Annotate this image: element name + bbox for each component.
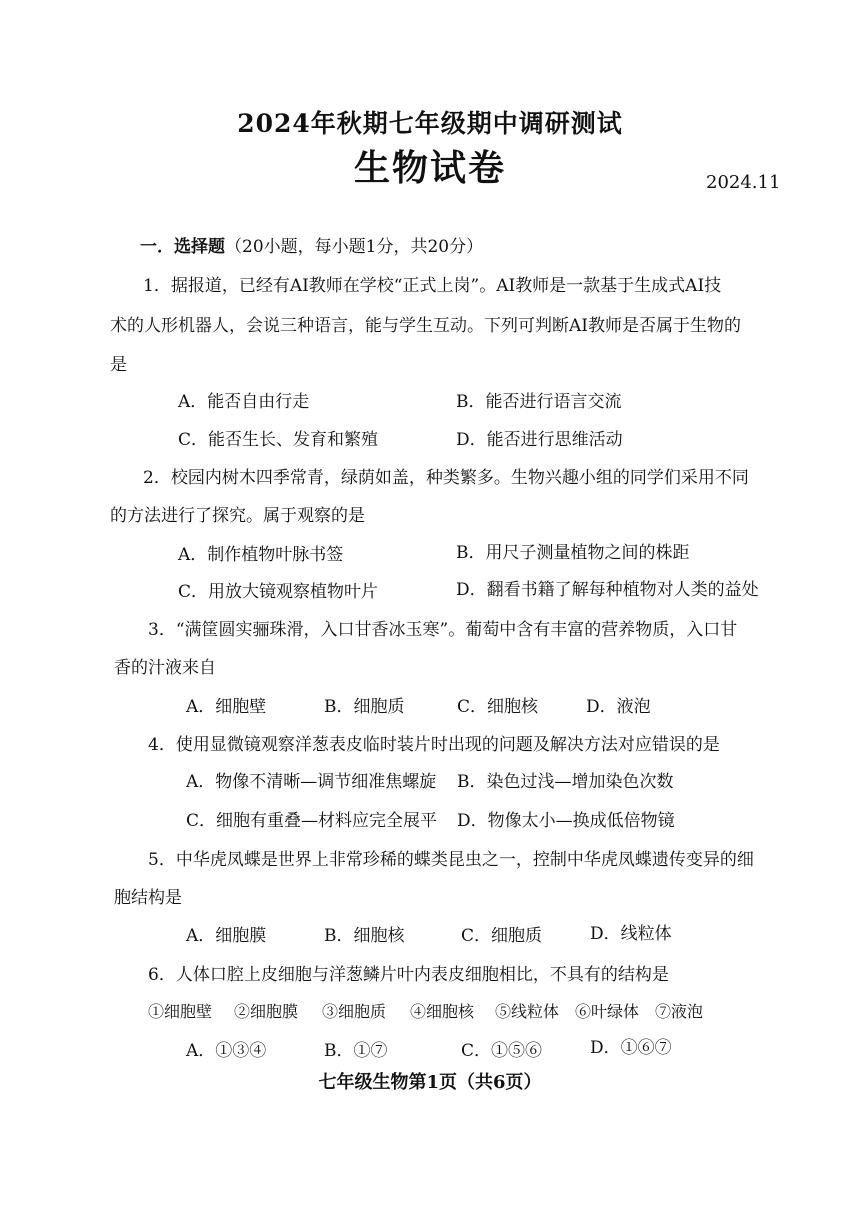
q3-option-c: C．细胞核 [457, 697, 539, 717]
q2-option-c: C．用放大镜观察植物叶片 [178, 582, 379, 602]
q5-option-a: A．细胞膜 [186, 926, 267, 946]
q1-option-b: B．能否进行语言交流 [456, 392, 622, 412]
q3-option-b: B．细胞质 [324, 697, 405, 717]
q6-option-c: C．①⑤⑥ [461, 1041, 543, 1061]
q2-line-2: 的方法进行了探究。属于观察的是 [110, 506, 365, 526]
exam-subtitle: 生物试卷 [353, 147, 506, 189]
q2-option-b: B．用尺子测量植物之间的株距 [456, 543, 690, 563]
q5-option-d: D．线粒体 [590, 924, 672, 944]
q1-line-1: 1．据报道，已经有AI教师在学校“正式上岗”。AI教师是一款基于生成式AI技 [143, 276, 722, 296]
q6-structure-7: ⑦液泡 [655, 1002, 704, 1021]
q3-line-2: 香的汁液来自 [114, 658, 216, 678]
page-footer: 七年级生物第1页（共6页） [318, 1072, 542, 1093]
q1-line-2: 术的人形机器人，会说三种语言，能与学生互动。下列可判断AI教师是否属于生物的 [110, 316, 741, 336]
q3-option-d: D．液泡 [586, 697, 651, 717]
section-heading [140, 232, 483, 257]
q4-option-d: D．物像太小—换成低倍物镜 [457, 811, 675, 831]
q5-option-b: B．细胞核 [324, 926, 405, 946]
q2-option-d: D．翻看书籍了解每种植物对人类的益处 [456, 580, 759, 600]
q4-option-a: A．物像不清晰—调节细准焦螺旋 [186, 772, 437, 792]
q4-option-c: C．细胞有重叠—材料应完全展平 [186, 811, 438, 831]
q1-option-c: C．能否生长、发育和繁殖 [178, 430, 379, 450]
q1-option-d: D．能否进行思维活动 [456, 430, 623, 450]
q6-line-1: 6．人体口腔上皮细胞与洋葱鳞片叶内表皮细胞相比，不具有的结构是 [148, 965, 669, 985]
q3-option-a: A．细胞壁 [186, 697, 267, 717]
q4-line-1: 4．使用显微镜观察洋葱表皮临时装片时出现的问题及解决方法对应错误的是 [148, 735, 720, 755]
q4-option-b: B．染色过浅—增加染色次数 [457, 772, 674, 792]
section-note: （20小题，每小题1分，共20分） [225, 237, 484, 257]
q6-structure-3: ③细胞质 [322, 1002, 387, 1021]
q1-line-3: 是 [110, 355, 127, 375]
q6-structure-1: ①细胞壁 [148, 1002, 213, 1021]
q5-line-1: 5．中华虎凤蝶是世界上非常珍稀的蝶类昆虫之一，控制中华虎凤蝶遗传变异的细 [148, 850, 754, 870]
exam-title: 2024年秋期七年级期中调研测试 [237, 109, 623, 138]
q6-structure-4: ④细胞核 [410, 1002, 475, 1021]
exam-date: 2024.11 [706, 172, 781, 193]
q5-option-c: C．细胞质 [461, 926, 543, 946]
q5-line-2: 胞结构是 [114, 888, 182, 908]
q1-option-a: A．能否自由行走 [178, 392, 310, 412]
q6-option-b: B．①⑦ [324, 1041, 388, 1061]
q2-line-1: 2．校园内树木四季常青，绿荫如盖，种类繁多。生物兴趣小组的同学们采用不同 [143, 468, 749, 488]
q3-line-1: 3．“满筐圆实骊珠滑，入口甘香冰玉寒”。葡萄中含有丰富的营养物质，入口甘 [148, 620, 738, 640]
q2-option-a: A．制作植物叶脉书签 [178, 545, 344, 565]
q6-option-d: D．①⑥⑦ [590, 1038, 672, 1058]
q6-structure-5: ⑤线粒体 [495, 1002, 560, 1021]
q6-option-a: A．①③④ [186, 1041, 267, 1061]
q6-structure-2: ②细胞膜 [234, 1002, 299, 1021]
q6-structure-6: ⑥叶绿体 [575, 1002, 640, 1021]
section-title: 一．选择题 [140, 237, 225, 257]
